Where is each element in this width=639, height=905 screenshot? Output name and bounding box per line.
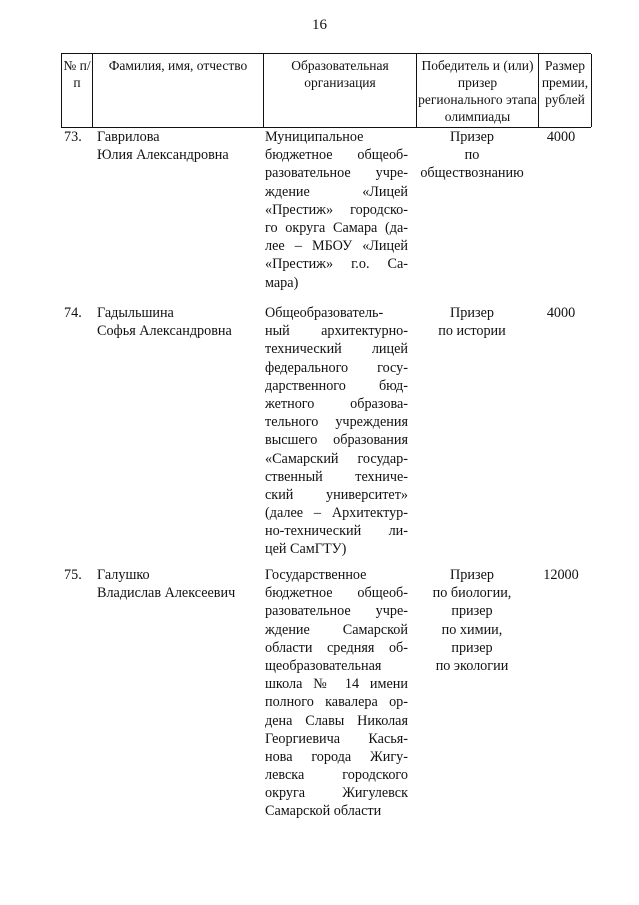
row-prize: 4000 — [546, 305, 576, 321]
org-line: бюджетное общеоб- — [265, 585, 408, 602]
header-prize: Размер премии, рублей — [539, 54, 592, 127]
award-line: по химии, — [441, 621, 503, 638]
org-line: цей СамГТУ) — [265, 541, 347, 558]
award-line: призер — [451, 639, 493, 656]
given-names: Владислав Алексеевич — [97, 585, 236, 602]
surname: Гадыльшина — [97, 305, 174, 321]
org-line: (далее – Архитектур- — [265, 505, 408, 522]
award-line: призер — [451, 603, 493, 620]
row-number: 73. — [64, 129, 82, 145]
org-line: разовательное учре- — [265, 165, 408, 182]
org-line: дена Славы Николая — [265, 712, 408, 729]
org-line: нова города Жигу- — [265, 748, 408, 765]
org-line: полного кавалера ор- — [265, 694, 408, 711]
org-line: высшего образования — [265, 432, 408, 449]
surname: Галушко — [97, 567, 150, 583]
org-line: но-технический ли- — [265, 523, 408, 540]
org-line: разовательное учре- — [265, 603, 408, 620]
org-line: федерального госу- — [265, 359, 408, 376]
surname: Гаврилова — [97, 129, 160, 145]
header-full-name: Фамилия, имя, отчество — [93, 54, 264, 127]
org-line: Георгиевича Касья- — [265, 730, 408, 747]
org-line: жетного образова- — [265, 395, 408, 412]
given-names: Софья Александровна — [97, 323, 232, 340]
org-line: ждение Самарской — [265, 621, 408, 638]
org-line: го округа Самара (да- — [265, 219, 408, 236]
org-line: щеобразовательная — [265, 657, 382, 674]
org-line: школа № 14 имени — [265, 676, 408, 693]
org-line: дарственного бюд- — [265, 377, 408, 394]
org-line: «Престиж» городско- — [265, 201, 408, 218]
award-line: по экологии — [435, 658, 509, 675]
row-full-name — [97, 128, 257, 164]
row-prize: 12000 — [543, 567, 579, 583]
org-line: ждение «Лицей — [265, 183, 408, 200]
org-line: ский университет» — [265, 486, 408, 503]
org-line: округа Жигулевск — [265, 785, 408, 802]
header-organization: Образовательная организация — [264, 54, 417, 127]
org-line: «Самарский государ- — [265, 450, 408, 467]
award-line: по биологии, — [432, 585, 512, 602]
award-line: Призер — [450, 305, 494, 321]
header-number: № п/п — [62, 54, 93, 127]
row-award — [413, 566, 531, 675]
org-line: лее – МБОУ «Лицей — [265, 238, 408, 255]
org-line: мара) — [265, 274, 299, 291]
award-line: по истории — [438, 323, 506, 340]
row-organization — [265, 566, 408, 821]
award-line: обществознанию — [420, 165, 524, 182]
row-number: 74. — [64, 305, 82, 321]
header-award: Победитель и (или) призер регионального этапа олимпиады — [417, 54, 539, 127]
award-line: по — [464, 147, 480, 164]
row-full-name — [97, 304, 257, 340]
row-prize: 4000 — [546, 129, 576, 145]
org-line: ный архитектурно- — [265, 323, 408, 340]
org-line: ственный техниче- — [265, 468, 408, 485]
row-full-name — [97, 566, 257, 602]
given-names: Юлия Александровна — [97, 147, 229, 164]
award-line: Призер — [450, 567, 494, 583]
org-line: области средняя об- — [265, 639, 408, 656]
org-line: «Престиж» г.о. Са- — [265, 256, 408, 273]
org-line: технический лицей — [265, 341, 408, 358]
org-line: Муниципальное — [265, 129, 364, 145]
row-organization — [265, 128, 408, 292]
org-line: Общеобразователь- — [265, 305, 384, 321]
org-line: Государственное — [265, 567, 367, 583]
org-line: левска городского — [265, 767, 408, 784]
org-line: бюджетное общеоб- — [265, 147, 408, 164]
row-award — [413, 304, 531, 340]
org-line: тельного учреждения — [265, 414, 408, 431]
page-number: 16 — [312, 17, 327, 33]
row-number: 75. — [64, 567, 82, 583]
row-organization — [265, 304, 408, 559]
org-line: Самарской области — [265, 803, 382, 820]
table-header — [61, 53, 591, 128]
award-line: Призер — [450, 129, 494, 145]
row-award — [413, 128, 531, 183]
